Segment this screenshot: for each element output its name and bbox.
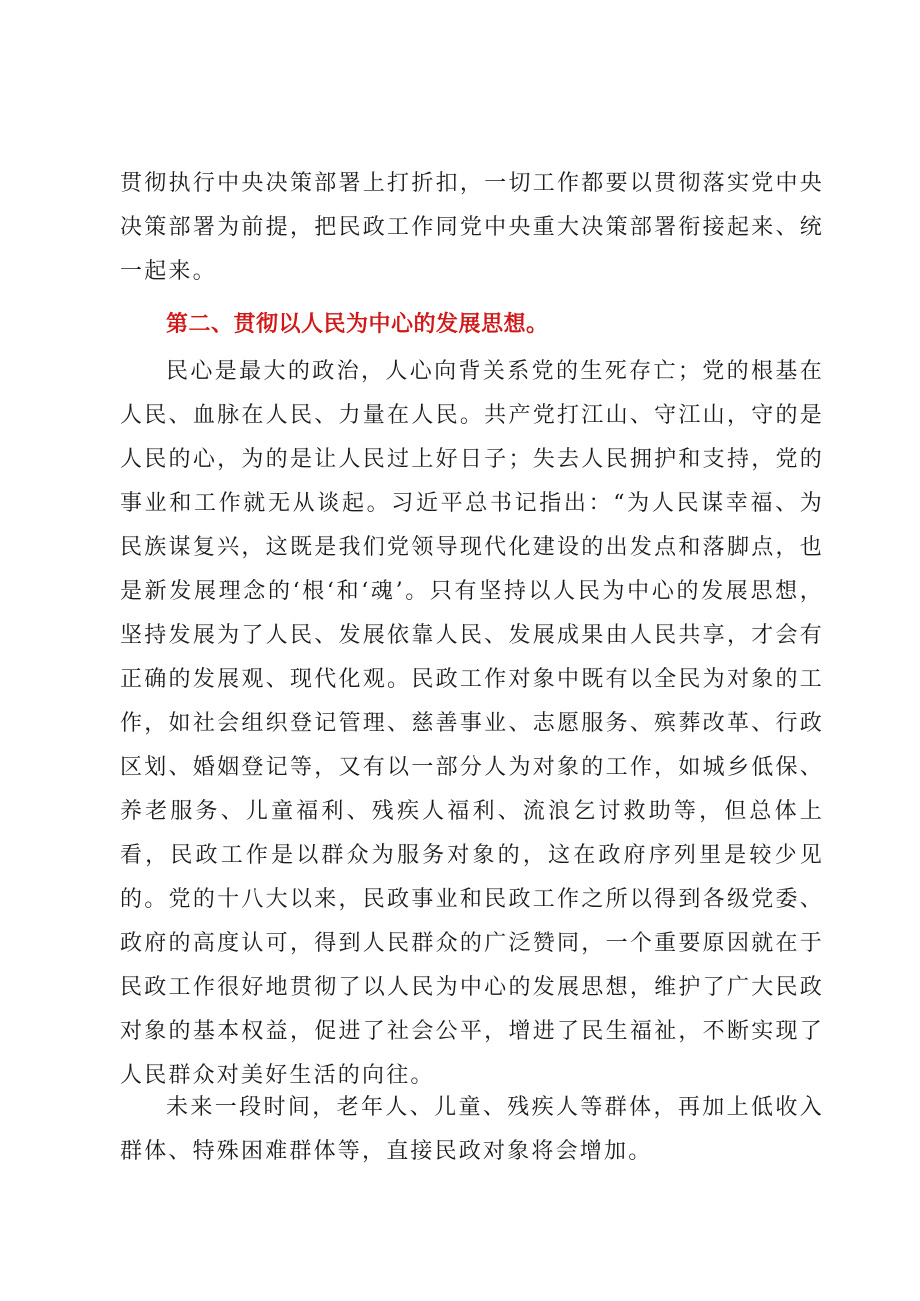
paragraph-continued: 贯彻执行中央决策部署上打折扣，一切工作都要以贯彻落实党中央决策部署为前提，把民政工作同党中央重大决策部署衔接起来、统一起来。 [120,171,824,284]
section-heading: 第二、贯彻以人民为中心的发展思想。 [166,312,549,337]
paragraph-main: 民心是最大的政治，人心向背关系党的生死存亡；党的根基在人民、血脉在人民、力量在人民。共产党打江山、守江山，守的是人民的心，为的是让人民过上好日子；失去人民拥护和支持，党的事业和工作就无从谈起。习近平总书记指出：“为人民谋幸福、为民族谋复兴，这既是我们党领导现代化建设的出发点和落脚点，也是新发展理念的‘根‘和‘魂’。只有坚持以人民为中心的发展思想，坚持发展为了人民、发展依靠人民、发展成果由人民共享，才会有正确的发展观、现代化观。民政工作对象中既有以全民为对象的工作，如社会组织登记管理、慈善事业、志愿服务、殡葬改革、行政区划、婚姻登记等，又有以一部分人为对象的工作，如城乡低保、养老服务、儿童福利、残疾人福利、流浪乞讨救助等，但总体上看，民政工作是以群众为服务对象的，这在政府序列里是较少见的。党的十八大以来，民政事业和民政工作之所以得到各级党委、政府的高度认可，得到人民群众的广泛赞同，一个重要原因就在于民政工作很好地贯彻了以人民为中心的发展思想，维护了广大民政对象的基本权益，促进了社会公平，增进了民生福祉，不断实现了人民群众对美好生活的向往。 [120,359,824,1088]
paragraph-future: 未来一段时间，老年人、儿童、残疾人等群体，再加上低收入群体、特殊困难群体等，直接民政对象将会增加。 [120,1095,824,1164]
